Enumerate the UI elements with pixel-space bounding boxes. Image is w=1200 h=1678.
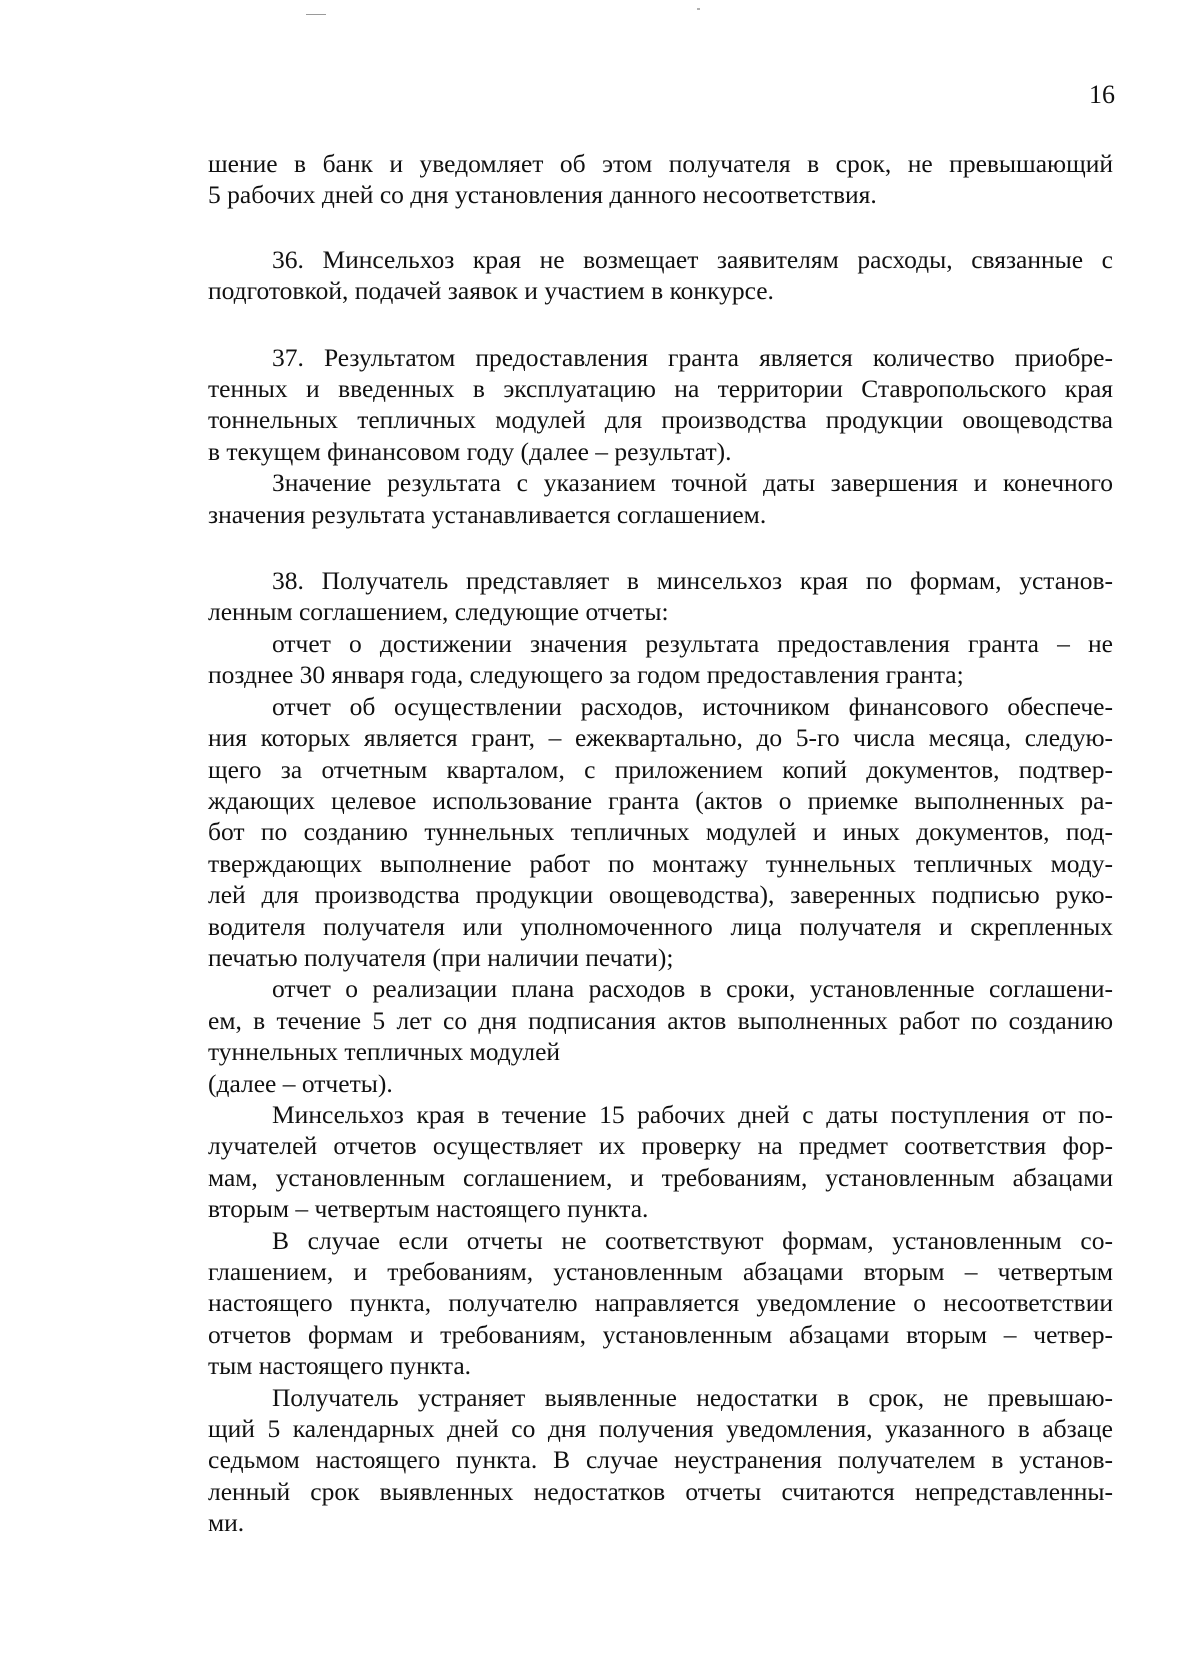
paragraph-35-continuation [208, 148, 1113, 211]
text-line: ем, в течение 5 лет со дня подписания актов выполненных работ по созданию [208, 1005, 1113, 1035]
paragraph-38-mismatch [208, 1225, 1113, 1382]
text-line: тверждающих выполнение работ по монтажу туннельных тепличных моду- [208, 848, 1113, 878]
paragraph-38-report-plan [208, 973, 1113, 1099]
text-line: ленным соглашением, следующие отчеты: [208, 597, 669, 627]
text-line: ния которых является грант, – ежеквартально, до 5-го числа месяца, следую- [208, 723, 1113, 753]
text-line: В случае если отчеты не соответствуют формам, установленным со- [272, 1225, 1113, 1255]
text-line: тым настоящего пункта. [208, 1351, 472, 1381]
text-line: (далее – отчеты). [208, 1068, 393, 1098]
paragraph-38 [208, 565, 1113, 628]
text-line: отчет о реализации плана расходов в сроки, установленные соглашени- [272, 974, 1113, 1004]
paragraph-38-check [208, 1099, 1113, 1225]
text-line: вторым – четвертым настоящего пункта. [208, 1194, 649, 1224]
text-line: 5 рабочих дней со дня установления данного несоответствия. [208, 180, 877, 210]
document-body [208, 148, 1113, 1539]
text-line: ленный срок выявленных недостатков отчеты считаются непредставленны- [208, 1476, 1113, 1506]
scan-artifact-dot [697, 8, 700, 10]
text-line: значения результата устанавливается соглашением. [208, 499, 767, 529]
text-line: Получатель устраняет выявленные недостатки в срок, не превышаю- [272, 1382, 1113, 1412]
text-line: тоннельных тепличных модулей для производства продукции овощеводства [208, 405, 1113, 435]
paragraph-38-report-expenses [208, 691, 1113, 974]
text-line: водителя получателя или уполномоченного лица получателя и скрепленных [208, 911, 1113, 941]
text-line: щего за отчетным кварталом, с приложением копий документов, подтвер- [208, 754, 1113, 784]
paragraph-36 [208, 244, 1113, 307]
text-line: седьмом настоящего пункта. В случае неустранения получателем в установ- [208, 1445, 1113, 1475]
paragraph-38-report-achievement [208, 628, 1113, 691]
text-line: отчет об осуществлении расходов, источником финансового обеспече- [272, 691, 1113, 721]
text-line: 36. Минсельхоз края не возмещает заявителям расходы, связанные с [272, 244, 1113, 274]
text-line: 37. Результатом предоставления гранта является количество приобре- [272, 342, 1113, 372]
text-line: лучателей отчетов осуществляет их проверку на предмет соответствия фор- [208, 1131, 1113, 1161]
paragraph-37-result-value [208, 467, 1113, 530]
text-line: печатью получателя (при наличии печати); [208, 942, 674, 972]
page-number: 16 [1089, 80, 1115, 109]
text-line: тенных и введенных в эксплуатацию на территории Ставропольского края [208, 374, 1113, 404]
text-line: подготовкой, подачей заявок и участием в конкурсе. [208, 276, 774, 306]
text-line: настоящего пункта, получателю направляется уведомление о несоответствии [208, 1288, 1113, 1318]
scan-artifact-dash [306, 14, 326, 15]
text-line: бот по созданию туннельных тепличных модулей и иных документов, под- [208, 817, 1113, 847]
paragraph-37 [208, 342, 1113, 468]
text-line: лей для производства продукции овощеводства), заверенных подписью руко- [208, 880, 1113, 910]
text-line: Минсельхоз края в течение 15 рабочих дней с даты поступления от по- [272, 1099, 1113, 1129]
text-line: туннельных тепличных модулей [208, 1037, 561, 1067]
text-line: мам, установленным соглашением, и требованиям, установленным абзацами [208, 1162, 1113, 1192]
text-line: глашением, и требованиям, установленным абзацами вторым – четвертым [208, 1257, 1113, 1286]
text-line: ми. [208, 1508, 245, 1538]
paragraph-38-fix [208, 1382, 1113, 1539]
text-line: шение в банк и уведомляет об этом получателя в срок, не превышающий [208, 149, 1113, 178]
text-line: позднее 30 января года, следующего за годом предоставления гранта; [208, 660, 964, 690]
text-line: отчетов формам и требованиям, установленным абзацами вторым – четвер- [208, 1319, 1113, 1349]
text-line: ждающих целевое использование гранта (актов о приемке выполненных ра- [208, 785, 1113, 815]
text-line: отчет о достижении значения результата предоставления гранта – не [272, 628, 1113, 658]
text-line: 38. Получатель представляет в минсельхоз края по формам, установ- [272, 566, 1113, 596]
text-line: в текущем финансовом году (далее – результат). [208, 436, 732, 466]
text-line: Значение результата с указанием точной даты завершения и конечного [272, 468, 1113, 498]
text-line: щий 5 календарных дней со дня получения уведомления, указанного в абзаце [208, 1414, 1113, 1444]
